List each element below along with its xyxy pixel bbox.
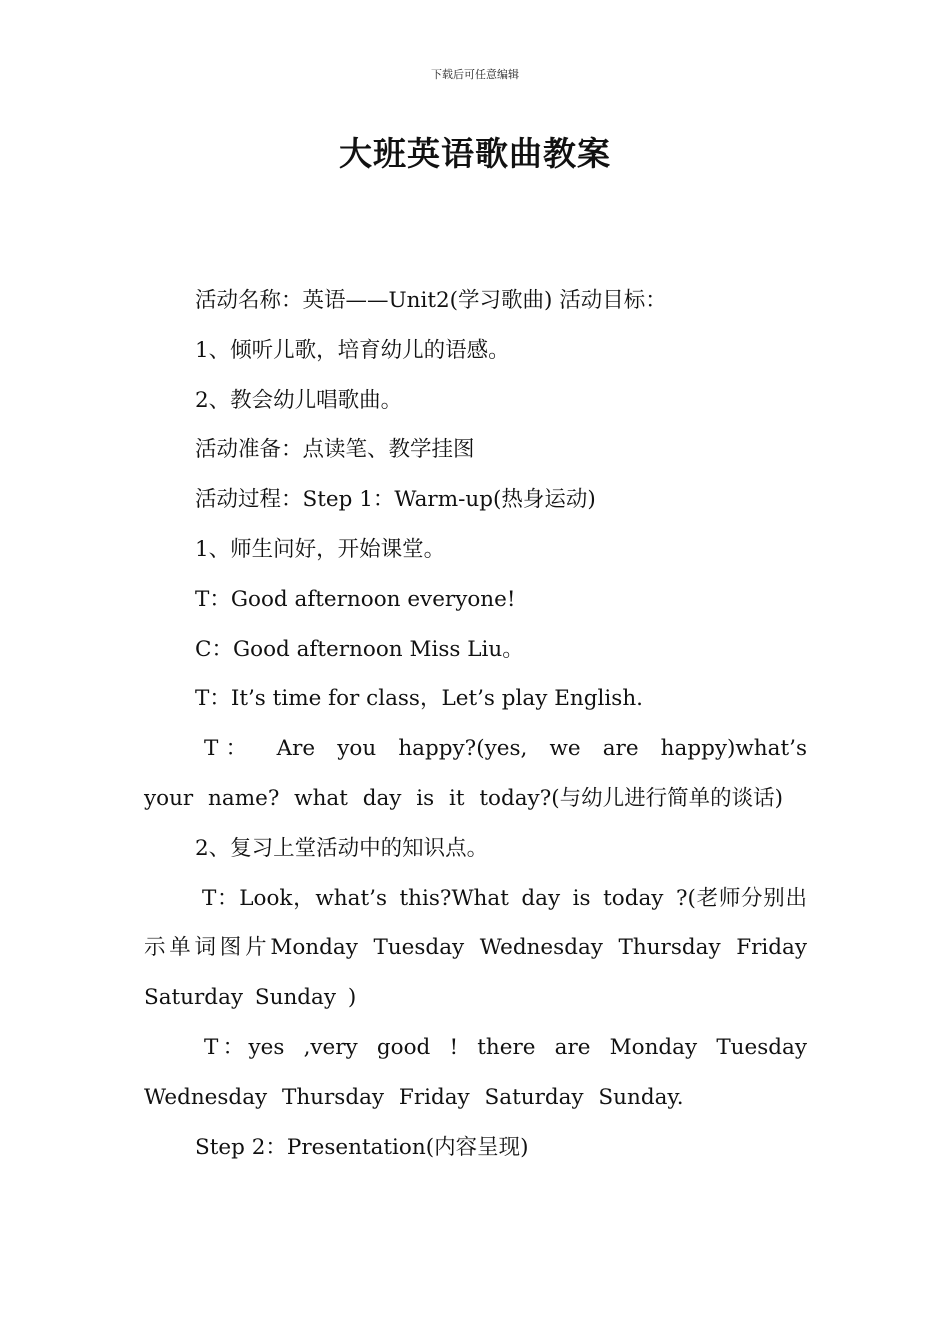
paragraph-review: 2、复习上堂活动中的知识点。 [195,835,489,861]
paragraph-dialogue-t5: T：yes ,very good ! there are Monday Tuesday Wednesday Thursday Friday Saturday Sunday. [144,1034,807,1110]
paragraph-step2: Step 2：Presentation(内容呈现) [195,1134,529,1160]
paragraph-goal-2: 2、教会幼儿唱歌曲。 [195,387,403,413]
paragraph-dialogue-t3: T： Are you happy?(yes, we are happy)what’s your name? what day is it today?(与幼儿进行简单的谈话) [144,736,807,811]
paragraph-process-step1: 活动过程：Step 1：Warm-up(热身运动) [195,487,596,513]
document-title: 大班英语歌曲教案 [339,134,611,173]
header-note: 下载后可任意编辑 [431,68,519,81]
paragraph-dialogue-t4: T：Look，what’s this?What day is today ?(老师分别出示单词图片Monday Tuesday Wednesday Thursday Friday Saturday Sunday ) [144,885,807,1011]
paragraph-dialogue-t1: T：Good afternoon everyone! [195,586,516,612]
paragraph-goal-1: 1、倾听儿歌，培育幼儿的语感。 [195,337,510,363]
paragraph-dialogue-c1: C：Good afternoon Miss Liu。 [195,636,524,662]
paragraph-activity-name: 活动名称：英语——Unit2(学习歌曲) 活动目标： [195,288,667,313]
paragraph-preparation: 活动准备：点读笔、教学挂图 [195,437,475,463]
paragraph-dialogue-t2: T：It’s time for class，Let’s play English. [195,686,644,712]
document-body [144,276,807,1172]
paragraph-greeting: 1、师生问好，开始课堂。 [195,536,446,562]
